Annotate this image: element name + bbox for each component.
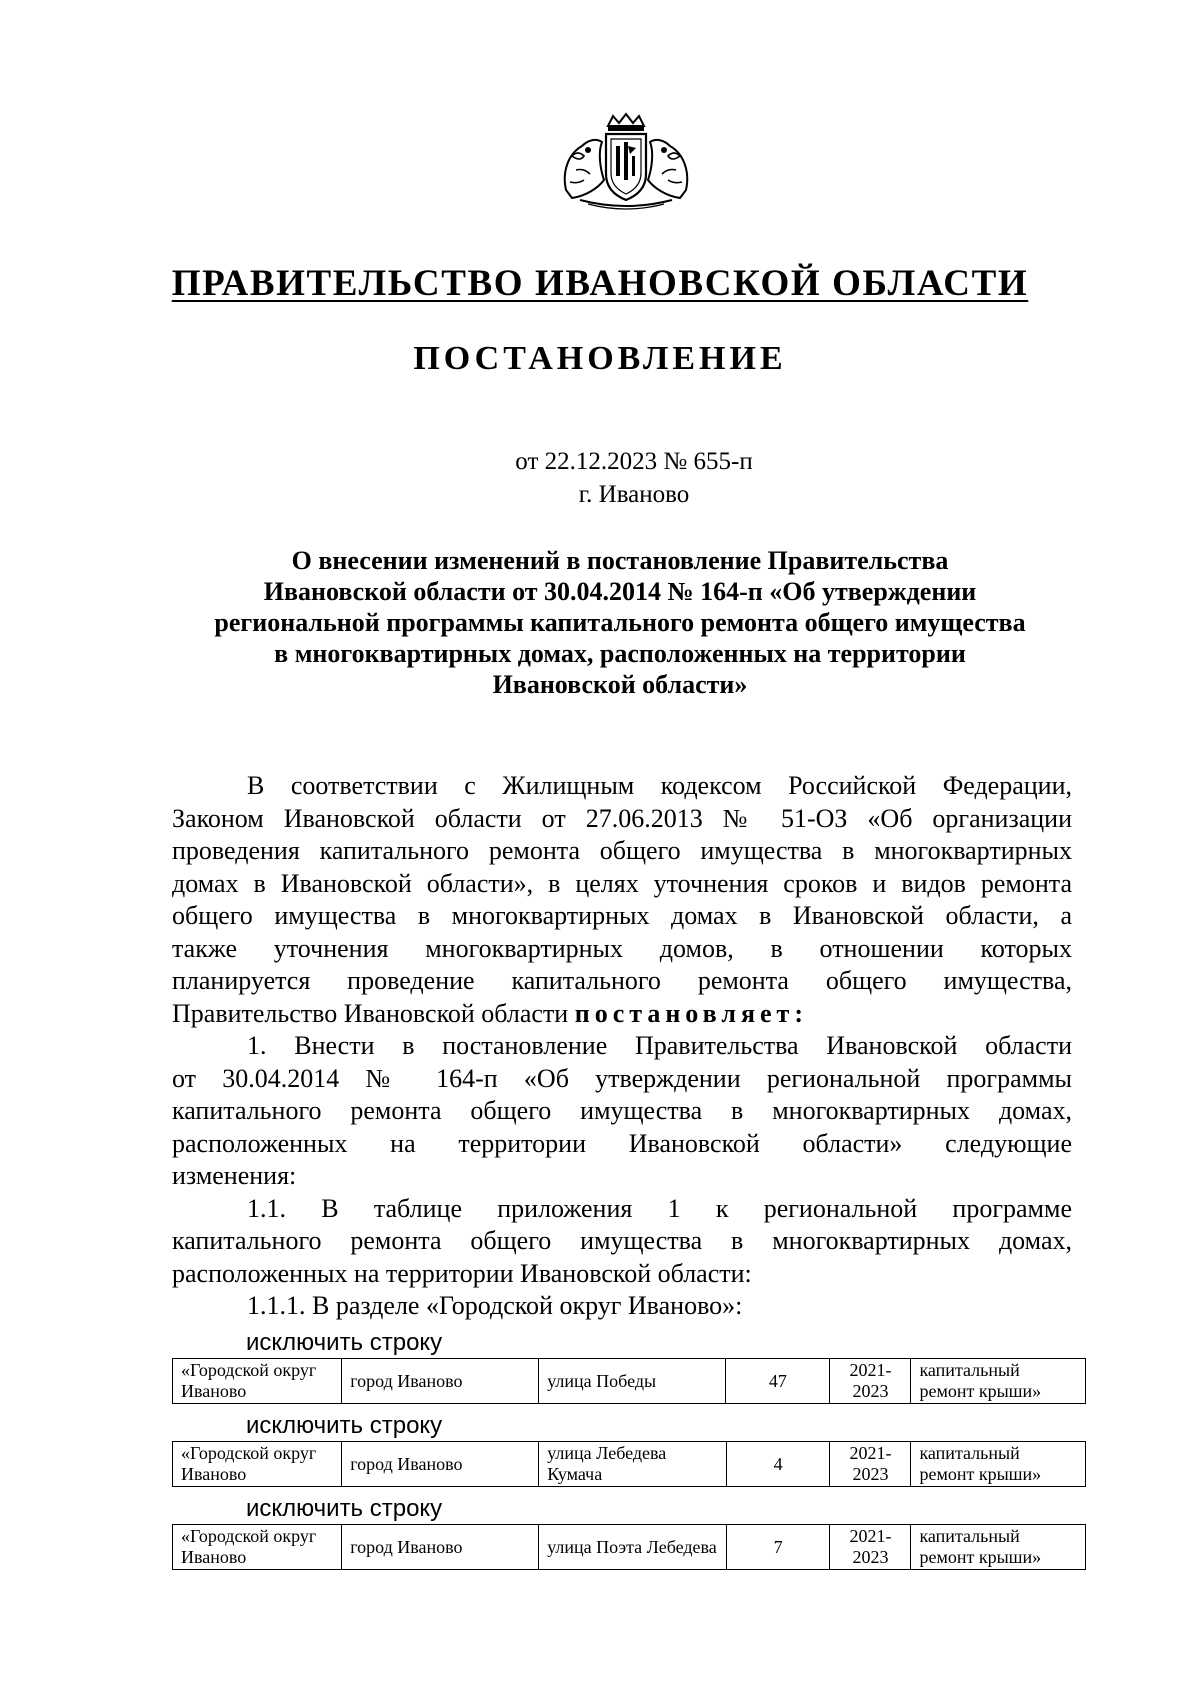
cell-house: 7: [726, 1525, 830, 1570]
body-line: проведения капитального ремонта общего имущества в многоквартирных: [172, 836, 1072, 865]
body-line: капитального ремонта общего имущества в многоквартирных домах,: [172, 1096, 1072, 1125]
body-line: Законом Ивановской области от 27.06.2013 № 51-ОЗ «Об организации: [172, 803, 1072, 833]
cell-period: 2021-2023: [830, 1442, 911, 1487]
body-line: расположенных на территории Ивановской области:: [172, 1258, 752, 1288]
table-row: [173, 1442, 1086, 1487]
item-1-1: [172, 1193, 1072, 1291]
subject-line: в многоквартирных домах, расположенных на территории: [274, 639, 966, 668]
exclude-row-label: исключить строку: [246, 1495, 443, 1522]
cell-period: 2021-2023: [830, 1525, 911, 1570]
table-row: [173, 1359, 1086, 1404]
table-row: [173, 1525, 1086, 1570]
item-1-1-1: 1.1.1. В разделе «Городской округ Иваново»:: [247, 1291, 743, 1320]
cell-work-type: капитальный ремонт крыши»: [911, 1525, 1086, 1570]
government-title: ПРАВИТЕЛЬСТВО ИВАНОВСКОЙ ОБЛАСТИ: [171, 263, 1029, 304]
cell-district: «Городской округ Иваново: [173, 1359, 342, 1404]
date-and-number: [0, 445, 1200, 511]
excluded-row-table: [172, 1358, 1086, 1404]
excluded-row-table: [172, 1524, 1086, 1570]
preamble-paragraph: [172, 770, 1072, 1030]
cell-work-type: капитальный ремонт крыши»: [911, 1359, 1086, 1404]
excluded-row-table: [172, 1441, 1086, 1487]
cell-period: 2021-2023: [830, 1359, 911, 1404]
preamble-end: Правительство Ивановской области: [172, 998, 575, 1028]
cell-street: улица Поэта Лебедева: [539, 1525, 727, 1570]
exclude-row-label: исключить строку: [246, 1412, 443, 1439]
exclude-row-label: исключить строку: [246, 1329, 443, 1356]
cell-district: «Городской округ Иваново: [173, 1525, 342, 1570]
body-line: капитального ремонта общего имущества в многоквартирных домах,: [172, 1226, 1072, 1255]
item-1: [172, 1030, 1072, 1193]
subject-line: Ивановской области от 30.04.2014 № 164-п «Об утверждении: [263, 577, 977, 606]
body-line: также уточнения многоквартирных домов, в отношении которых: [172, 933, 1072, 963]
subject-line: региональной программы капитального ремонта общего имущества: [214, 608, 1026, 637]
body-line: [172, 998, 1072, 1031]
decree-city: г. Иваново: [578, 481, 690, 508]
cell-locality: город Иваново: [342, 1525, 539, 1570]
body-line: В соответствии с Жилищным кодексом Российской Федерации,: [247, 771, 1072, 800]
cell-street: улица Лебедева Кумача: [539, 1442, 727, 1487]
body-line: домах в Ивановской области», в целях уточнения сроков и видов ремонта: [172, 868, 1072, 898]
body-line: от 30.04.2014 № 164-п «Об утверждении региональной программы: [172, 1063, 1072, 1093]
decree-body: [172, 770, 1072, 1323]
body-line: 1.1. В таблице приложения 1 к региональной программе: [247, 1193, 1072, 1223]
body-line: расположенных на территории Ивановской области» следующие: [172, 1128, 1072, 1158]
cell-house: 4: [726, 1442, 830, 1487]
cell-locality: город Иваново: [342, 1442, 539, 1487]
cell-locality: город Иваново: [342, 1359, 539, 1404]
decree-subject: [170, 545, 1070, 700]
cell-work-type: капитальный ремонт крыши»: [911, 1442, 1086, 1487]
subject-line: О внесении изменений в постановление Правительства: [291, 546, 949, 575]
decree-date-number: от 22.12.2023 № 655-п: [515, 448, 753, 475]
decree-word: постановляет:: [574, 998, 808, 1028]
body-line: изменения:: [172, 1161, 297, 1190]
body-line: общего имущества в многоквартирных домах в Ивановской области, а: [172, 901, 1072, 930]
ivanovo-oblast-coat-of-arms-icon: [558, 112, 694, 212]
cell-street: улица Победы: [539, 1359, 726, 1404]
cell-house: 47: [726, 1359, 830, 1404]
body-line: планируется проведение капитального ремонта общего имущества,: [172, 966, 1072, 995]
body-line: 1. Внести в постановление Правительства Ивановской области: [247, 1031, 1072, 1060]
document-type: ПОСТАНОВЛЕНИЕ: [413, 340, 787, 377]
subject-line: Ивановской области»: [492, 670, 748, 699]
cell-district: «Городской округ Иваново: [173, 1442, 342, 1487]
